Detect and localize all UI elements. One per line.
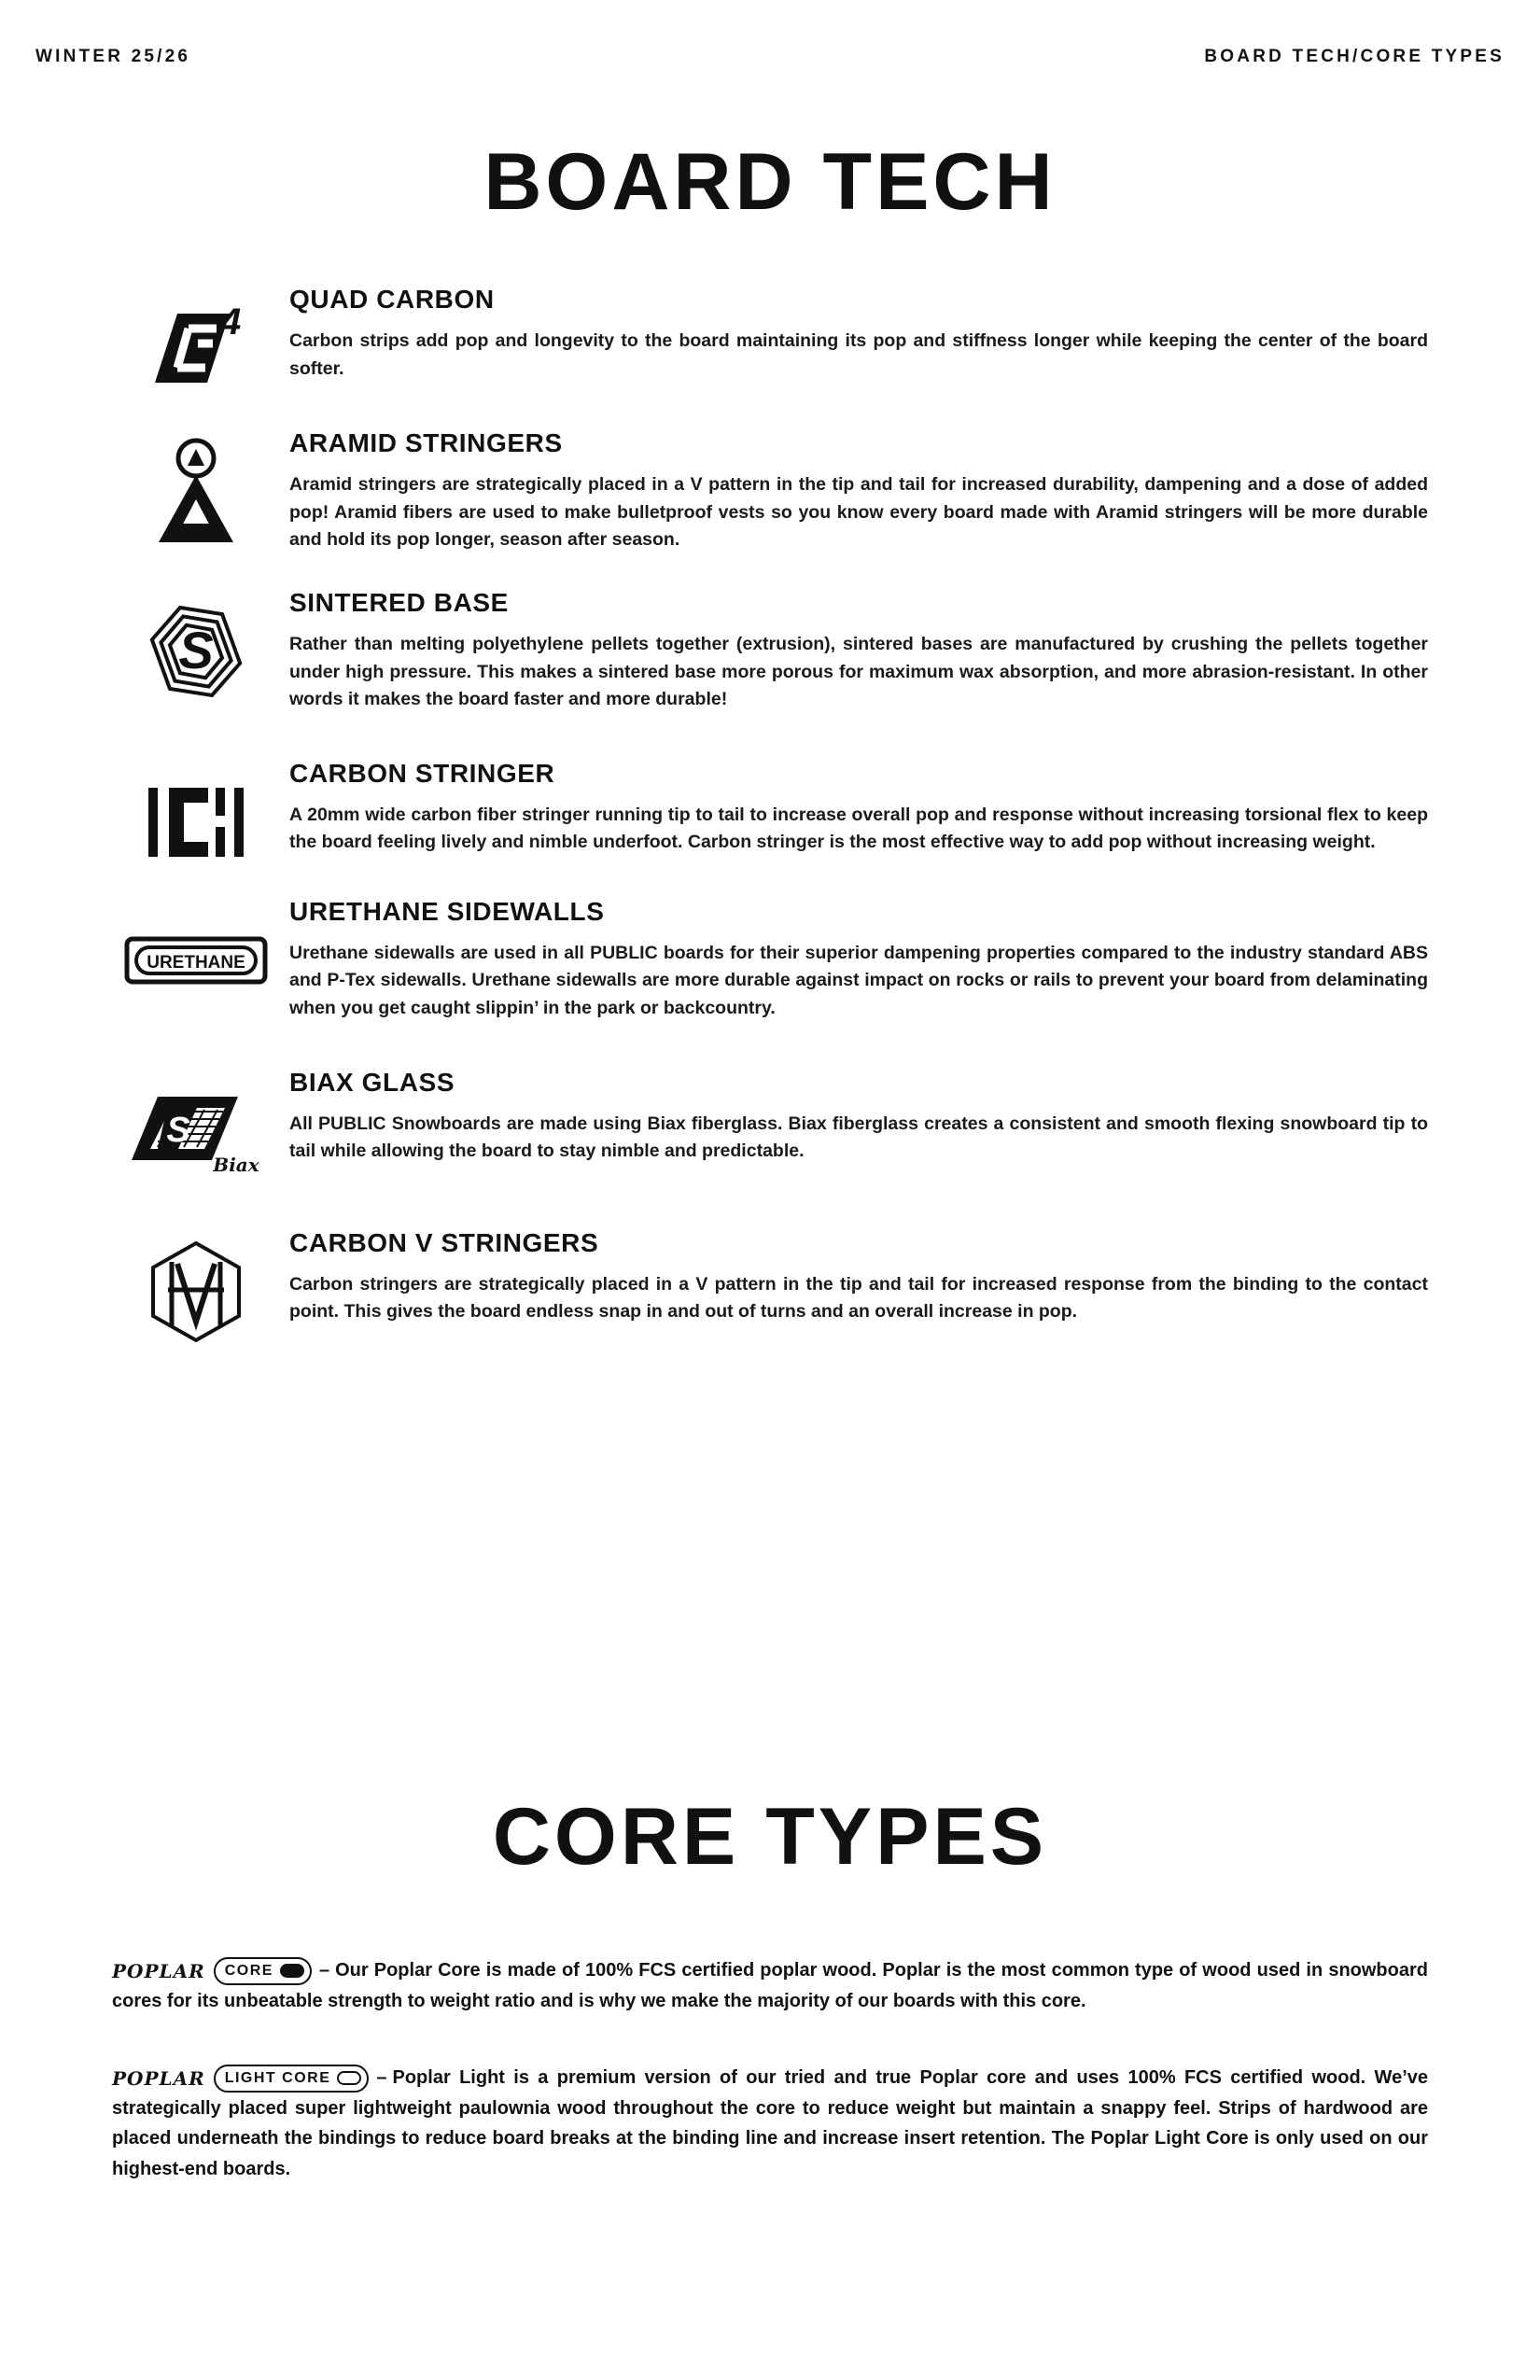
tech-text-sintered-base	[280, 588, 1428, 714]
page-title-core-types: CORE TYPES	[492, 1792, 1048, 1882]
core-pill-label: LIGHT CORE	[224, 2069, 331, 2086]
tech-desc: Rather than melting polyethylene pellets together (extrusion), sintered bases are manufactured by crushing the pellets together under high pressure. This makes a sintered base more porous for maximum wax absorption, and more abrasion-resistant. In other words it makes the board faster and more durable!	[289, 633, 1428, 710]
carbon-stringer-icon	[112, 759, 280, 880]
core-badge-word: POPLAR	[112, 2066, 205, 2090]
core-desc: Poplar Light is a premium version of our tried and true Poplar core and uses 100% FCS certified wood. We’ve strategically placed super lightweight paulownia wood throughout the core to reduce weight but maintain a snappy feel. Strips of hardwood are placed underneath the bindings to reduce board breaks at the binding line and increase insert retention. The Poplar Light Core is only used on our highest-end boards.	[112, 2067, 1428, 2179]
tech-item-urethane-sidewalls	[112, 897, 1428, 1023]
page-title-board-tech: BOARD TECH	[483, 137, 1057, 227]
core-dash: –	[318, 1960, 330, 1981]
tech-name: CARBON V STRINGERS	[289, 1227, 599, 1257]
aramid-stringers-icon	[112, 428, 280, 550]
header-section: BOARD TECH/CORE TYPES	[1204, 47, 1505, 66]
core-pill-core	[214, 1957, 312, 1985]
core-pill-dot	[337, 2071, 361, 2085]
svg-text:S: S	[178, 620, 214, 679]
board-tech-list	[112, 285, 1428, 1350]
core-badge-word: POPLAR	[112, 1959, 205, 1982]
tech-text-aramid-stringers	[280, 428, 1428, 554]
tech-text-carbon-stringer	[280, 759, 1428, 857]
tech-text-urethane-sidewalls	[280, 897, 1428, 1023]
tech-item-biax-glass	[112, 1068, 1428, 1189]
sintered-base-icon	[112, 588, 280, 709]
core-type-poplar-light	[112, 2063, 1428, 2184]
tech-item-carbon-stringer	[112, 759, 1428, 880]
svg-text:4: 4	[220, 301, 242, 343]
tech-text-carbon-v-stringers	[280, 1228, 1428, 1326]
core-desc: Our Poplar Core is made of 100% FCS certified poplar wood. Poplar is the most common type of wood used in snowboard cores for its unbeatable strength to weight ratio and is why we make the majority of our boards with this core.	[112, 1960, 1428, 2011]
tech-item-carbon-v-stringers	[112, 1228, 1428, 1350]
tech-name: BIAX GLASS	[289, 1067, 455, 1097]
tech-text-quad-carbon	[280, 285, 1428, 383]
tech-desc: Aramid stringers are strategically placed in a V pattern in the tip and tail for increased durability, dampening and a dose of added pop! Aramid fibers are used to make bulletproof vests so you know every board made with Aramid stringers will be more durable and hold its pop longer, season after season.	[289, 474, 1428, 551]
header-season: WINTER 25/26	[35, 47, 191, 66]
running-header	[0, 47, 1540, 67]
quad-carbon-icon	[112, 285, 280, 406]
tech-desc: All PUBLIC Snowboards are made using Biax fiberglass. Biax fiberglass creates a consistent and smooth flexing snowboard tip to tail while allowing the board to stay nimble and predictable.	[289, 1113, 1428, 1162]
core-badge-poplar-light	[112, 2064, 369, 2093]
tech-desc: Carbon strips add pop and longevity to the board maintaining its pop and stiffness longer while keeping the center of the board softer.	[289, 330, 1428, 379]
tech-name: ARAMID STRINGERS	[289, 428, 563, 457]
svg-text:S: S	[166, 1110, 190, 1150]
tech-desc: Carbon stringers are strategically placed in a V pattern in the tip and tail for increased response from the binding to the contact point. This gives the board endless snap in and out of turns and an overall increase in pop.	[289, 1273, 1428, 1323]
core-pill-dot	[280, 1964, 304, 1978]
tech-name: URETHANE SIDEWALLS	[289, 896, 605, 926]
svg-text:URETHANE: URETHANE	[147, 952, 245, 973]
tech-item-sintered-base	[112, 588, 1428, 714]
biax-glass-icon	[112, 1068, 280, 1189]
core-type-poplar	[112, 1955, 1428, 2016]
tech-name: QUAD CARBON	[289, 285, 495, 314]
tech-name: CARBON STRINGER	[289, 758, 555, 788]
urethane-sidewalls-icon	[112, 897, 280, 1018]
tech-desc: A 20mm wide carbon fiber stringer running tip to tail to increase overall pop and response without increasing torsional flex to keep the board feeling lively and nimble underfoot. Carbon stringer is the most effective way to add pop without increasing weight.	[289, 804, 1428, 853]
core-pill-light-core	[214, 2065, 370, 2093]
tech-name: SINTERED BASE	[289, 587, 509, 617]
tech-desc: Urethane sidewalls are used in all PUBLIC boards for their superior dampening properties compared to the industry standard ABS and P-Tex sidewalls. Urethane sidewalls are more durable against impact on rocks or rails to prevent your board from delaminating when you get caught slippin’ in the park or backcountry.	[289, 942, 1428, 1018]
core-badge-poplar	[112, 1956, 312, 1986]
carbon-v-stringers-icon	[112, 1228, 280, 1350]
tech-item-aramid-stringers	[112, 428, 1428, 554]
tech-text-biax-glass	[280, 1068, 1428, 1166]
tech-item-quad-carbon	[112, 285, 1428, 406]
core-dash: –	[376, 2067, 387, 2088]
core-pill-label: CORE	[224, 1962, 273, 1979]
svg-text:Biax: Biax	[213, 1153, 259, 1176]
